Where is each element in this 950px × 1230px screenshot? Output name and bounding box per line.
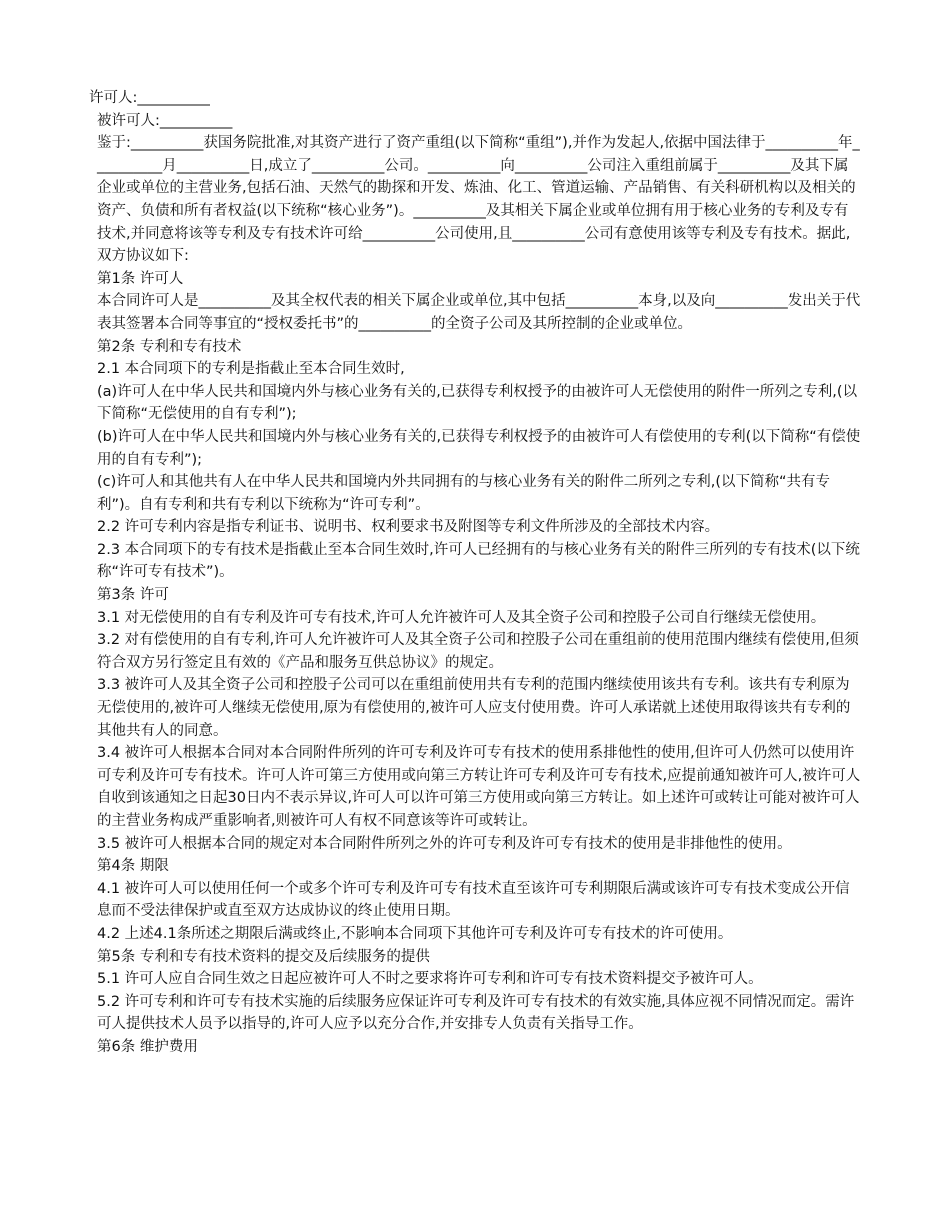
article-3-heading: 第3条 许可 bbox=[97, 587, 169, 604]
article-1-body: 本合同许可人是__________及其全权代表的相关下属企业或单位,其中包括__________本身,以及向__________发出关于代表其签署本合同等事宜的“授权委托书”的__________的全资子公司及其所控制的企业或单位。 bbox=[97, 293, 861, 332]
clause-5-2: 5.2 许可专利和许可专有技术实施的后续服务应保证许可专利及许可专有技术的有效实施,具体应视不同情况而定。需许可人提供技术人员予以指导的,许可人应予以充分合作,并安排专人负责有关指导工作。 bbox=[97, 993, 855, 1033]
clause-3-4: 3.4 被许可人根据本合同对本合同附件所列的许可专利及许可专有技术的使用系排他性的使用,但许可人仍然可以使用许可专利及许可专有技术。许可人许可第三方使用或向第三方转让许可专利及许可专有技术,应提前通知被许可人,被许可人自收到该通知之日起30日内不表示异议,许可人可以许可第三方使用或向第三方转让。如上述许可或转让可能对被许可人的主营业务构成严重影响者,则被许可人有权不同意该等许可或转让。 bbox=[97, 745, 861, 829]
clause-2-2: 2.2 许可专利内容是指专利证书、说明书、权利要求书及附图等专利文件所涉及的全部技术内容。 bbox=[97, 519, 720, 536]
clause-3-5: 3.5 被许可人根据本合同的规定对本合同附件所列之外的许可专利及许可专有技术的使用是非排他性的使用。 bbox=[97, 835, 792, 852]
clause-5-1: 5.1 许可人应自合同生效之日起应被许可人不时之要求将许可专利和许可专有技术资料提交予被许可人。 bbox=[97, 971, 763, 988]
licensee-line: 被许可人:__________ bbox=[97, 112, 233, 129]
clause-2-1-a: (a)许可人在中华人民共和国境内外与核心业务有关的,已获得专利权授予的由被许可人无偿使用的附件一所列之专利,(以下简称“无偿使用的自有专利”); bbox=[97, 383, 858, 423]
clause-3-2: 3.2 对有偿使用的自有专利,许可人允许被许可人及其全资子公司和控股子公司在重组前的使用范围内继续有偿使用,但须符合双方另行签定且有效的《产品和服务互供总协议》的规定。 bbox=[97, 632, 859, 671]
clause-2-3: 2.3 本合同项下的专有技术是指截止至本合同生效时,许可人已经拥有的与核心业务有关的附件三所列的专有技术(以下统称“许可专有技术”)。 bbox=[97, 541, 860, 581]
clause-3-1: 3.1 对无偿使用的自有专利及许可专有技术,许可人允许被许可人及其全资子公司和控股子公司自行继续无偿使用。 bbox=[97, 609, 826, 626]
clause-4-1: 4.1 被许可人可以使用任何一个或多个许可专利及许可专有技术直至该许可专利期限后满或该许可专有技术变成公开信息而不受法律保护或直至双方达成协议的终止使用日期。 bbox=[97, 880, 850, 920]
clause-2-1: 2.1 本合同项下的专利是指截止至本合同生效时, bbox=[97, 361, 405, 378]
article-4-heading: 第4条 期限 bbox=[97, 858, 169, 875]
article-5-heading: 第5条 专利和专有技术资料的提交及后续服务的提供 bbox=[97, 948, 430, 965]
article-6-heading: 第6条 维护费用 bbox=[97, 1038, 198, 1055]
clause-2-1-b: (b)许可人在中华人民共和国境内外与核心业务有关的,已获得专利权授予的由被许可人有偿使用的专利(以下简称“有偿使用的自有专利”); bbox=[97, 428, 861, 468]
article-1-heading: 第1条 许可人 bbox=[97, 270, 184, 287]
article-2-heading: 第2条 专利和专有技术 bbox=[97, 338, 242, 355]
recital-paragraph: 鉴于:__________获国务院批准,对其资产进行了资产重组(以下简称“重组”),并作为发起人,依据中国法律于__________年__________月__________日,成立了__________公司。__________向__________公司注入重组前属于__________及其下属企业或单位的主营业务,包括石油、天然气的勘探和开发、炼油、化工、管道运输、产品销售、有关科研机构以及相关的资产、负债和所有者权益(以下统称“核心业务”)。__________及其相关下属企业或单位拥有用于核心业务的专利及专有技术,并同意将该等专利及专有技术许可给__________公司使用,且__________公司有意使用该等专利及专有技术。据此,双方协议如下: bbox=[97, 135, 860, 265]
clause-4-2: 4.2 上述4.1条所述之期限后满或终止,不影响本合同项下其他许可专利及许可专有技术的许可使用。 bbox=[97, 925, 733, 942]
clause-3-3: 3.3 被许可人及其全资子公司和控股子公司可以在重组前使用共有专利的范围内继续使用该共有专利。该共有专利原为无偿使用的,被许可人继续无偿使用,原为有偿使用的,被许可人应支付使用费。许可人承诺就上述使用取得该共有专利的其他共有人的同意。 bbox=[97, 677, 851, 739]
licensor-line: 许可人:__________ bbox=[89, 90, 210, 106]
clause-2-1-c: (c)许可人和其他共有人在中华人民共和国境内外共同拥有的与核心业务有关的附件二所列之专利,(以下简称“共有专利”)。自有专利和共有专利以下统称为“许可专利”。 bbox=[97, 474, 831, 513]
